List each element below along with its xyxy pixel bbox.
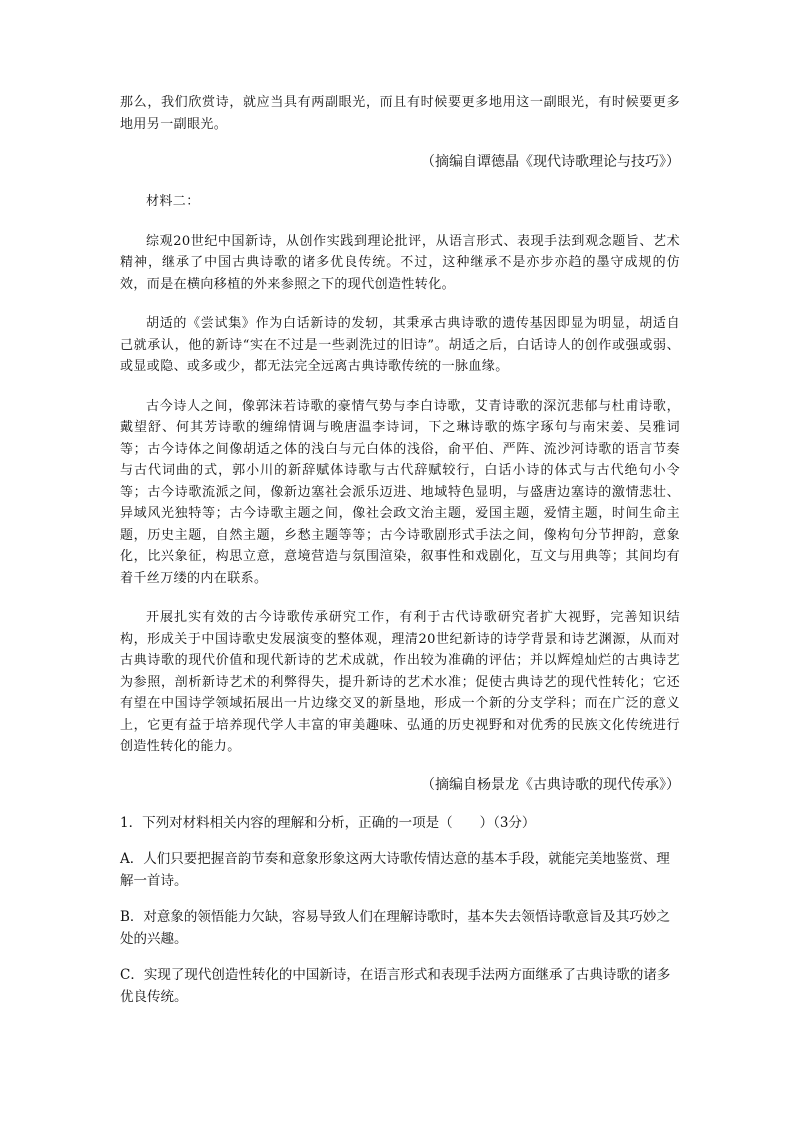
intro-paragraph: 那么，我们欣赏诗，就应当具有两副眼光，而且有时候要更多地用这一副眼光，有时候要更多地用另一副眼光。 [120,95,680,132]
body-paragraph-4: 开展扎实有效的古今诗歌传承研究工作，有利于古代诗歌研究者扩大视野，完善知识结构，形成关于中国诗歌史发展演变的整体观，理清20世纪新诗的诗学背景和诗艺渊源，从而对古典诗歌的现代价值和现代新诗的艺术成就，作出较为准确的评估；并以辉煌灿烂的古典诗艺为参照，剖析新诗艺术的利弊得失，提升新诗的艺术水准；促使古典诗艺的现代性转化；它还有望在中国诗学领域拓展出一片边缘交叉的新垦地，形成一个新的分支学科；而在广泛的意义上，它更有益于培养现代学人丰富的审美趣味、弘通的历史视野和对优秀的民族文化传统进行创造性转化的能力。 [120,610,680,754]
option-a: A．人们只要把握音韵节奏和意象形象这两大诗歌传情达意的基本手段，就能完美地鉴赏、理解一首诗。 [120,850,670,889]
option-b: B．对意象的领悟能力欠缺，容易导致人们在理解诗歌时，基本失去领悟诗歌意旨及其巧妙之处的兴趣。 [120,908,670,947]
body-paragraph-3: 古今诗人之间，像郭沫若诗歌的豪情气势与李白诗歌，艾青诗歌的深沉悲郁与杜甫诗歌，戴望舒、何其芳诗歌的缠绵情调与晚唐温李诗词，下之琳诗歌的炼字琢句与南宋姜、吴雅词等；古今诗体之间像胡适之体的浅白与元白体的浅俗，俞平伯、严阵、流沙河诗歌的语言节奏与古代词曲的式，郭小川的新辞赋体诗歌与古代辞赋较行，白话小诗的体式与古代绝句小令等；古今诗歌流派之间，像新边塞社会派乐迈进、地域特色显明，与盛唐边塞诗的激情悲壮、异域风光独特等；古今诗歌主题之间，像社会政文治主题，爱国主题，爱情主题，时间生命主题，历史主题，自然主题，乡愁主题等等；古今诗歌剧形式手法之间，像构句分节押韵，意象化，比兴象征，构思立意，意境营造与氛围渲染，叙事性和戏剧化，互文与用典等；其间均有着千丝万缕的内在联系。 [120,398,680,586]
option-c: C．实现了现代创造性转化的中国新诗，在语言形式和表现手法两方面继承了古典诗歌的诸多优良传统。 [120,966,671,1005]
body-paragraph-2: 胡适的《尝试集》作为白话新诗的发轫，其秉承古典诗歌的遗传基因即显为明显，胡适自己就承认，他的新诗“实在不过是一些剥洗过的旧诗”。胡适之后，白话诗人的创作或强或弱、或显或隐、或多或少，都无法完全远离古典诗歌传统的一脉血缘。 [120,316,680,374]
material-2-heading: 材料二： [146,194,200,209]
document-page [120,92,680,1008]
source-citation-1: （摘编自谭德晶《现代诗歌理论与技巧》） [421,154,680,170]
body-paragraph-1: 综观20世纪中国新诗，从创作实践到理论批评，从语言形式、表现手法到观念题旨、艺术精神，继承了中国古典诗歌的诸多优良传统。不过，这种继承不是亦步亦趋的墨守成规的仿效，而是在横向移植的外来参照之下的现代创造性转化。 [120,233,680,292]
source-citation-2: （摘编自杨景龙《古典诗歌的现代传承》） [421,776,680,793]
question-stem: 1．下列对材料相关内容的理解和分析，正确的一项是（ ）（3分） [120,814,536,831]
